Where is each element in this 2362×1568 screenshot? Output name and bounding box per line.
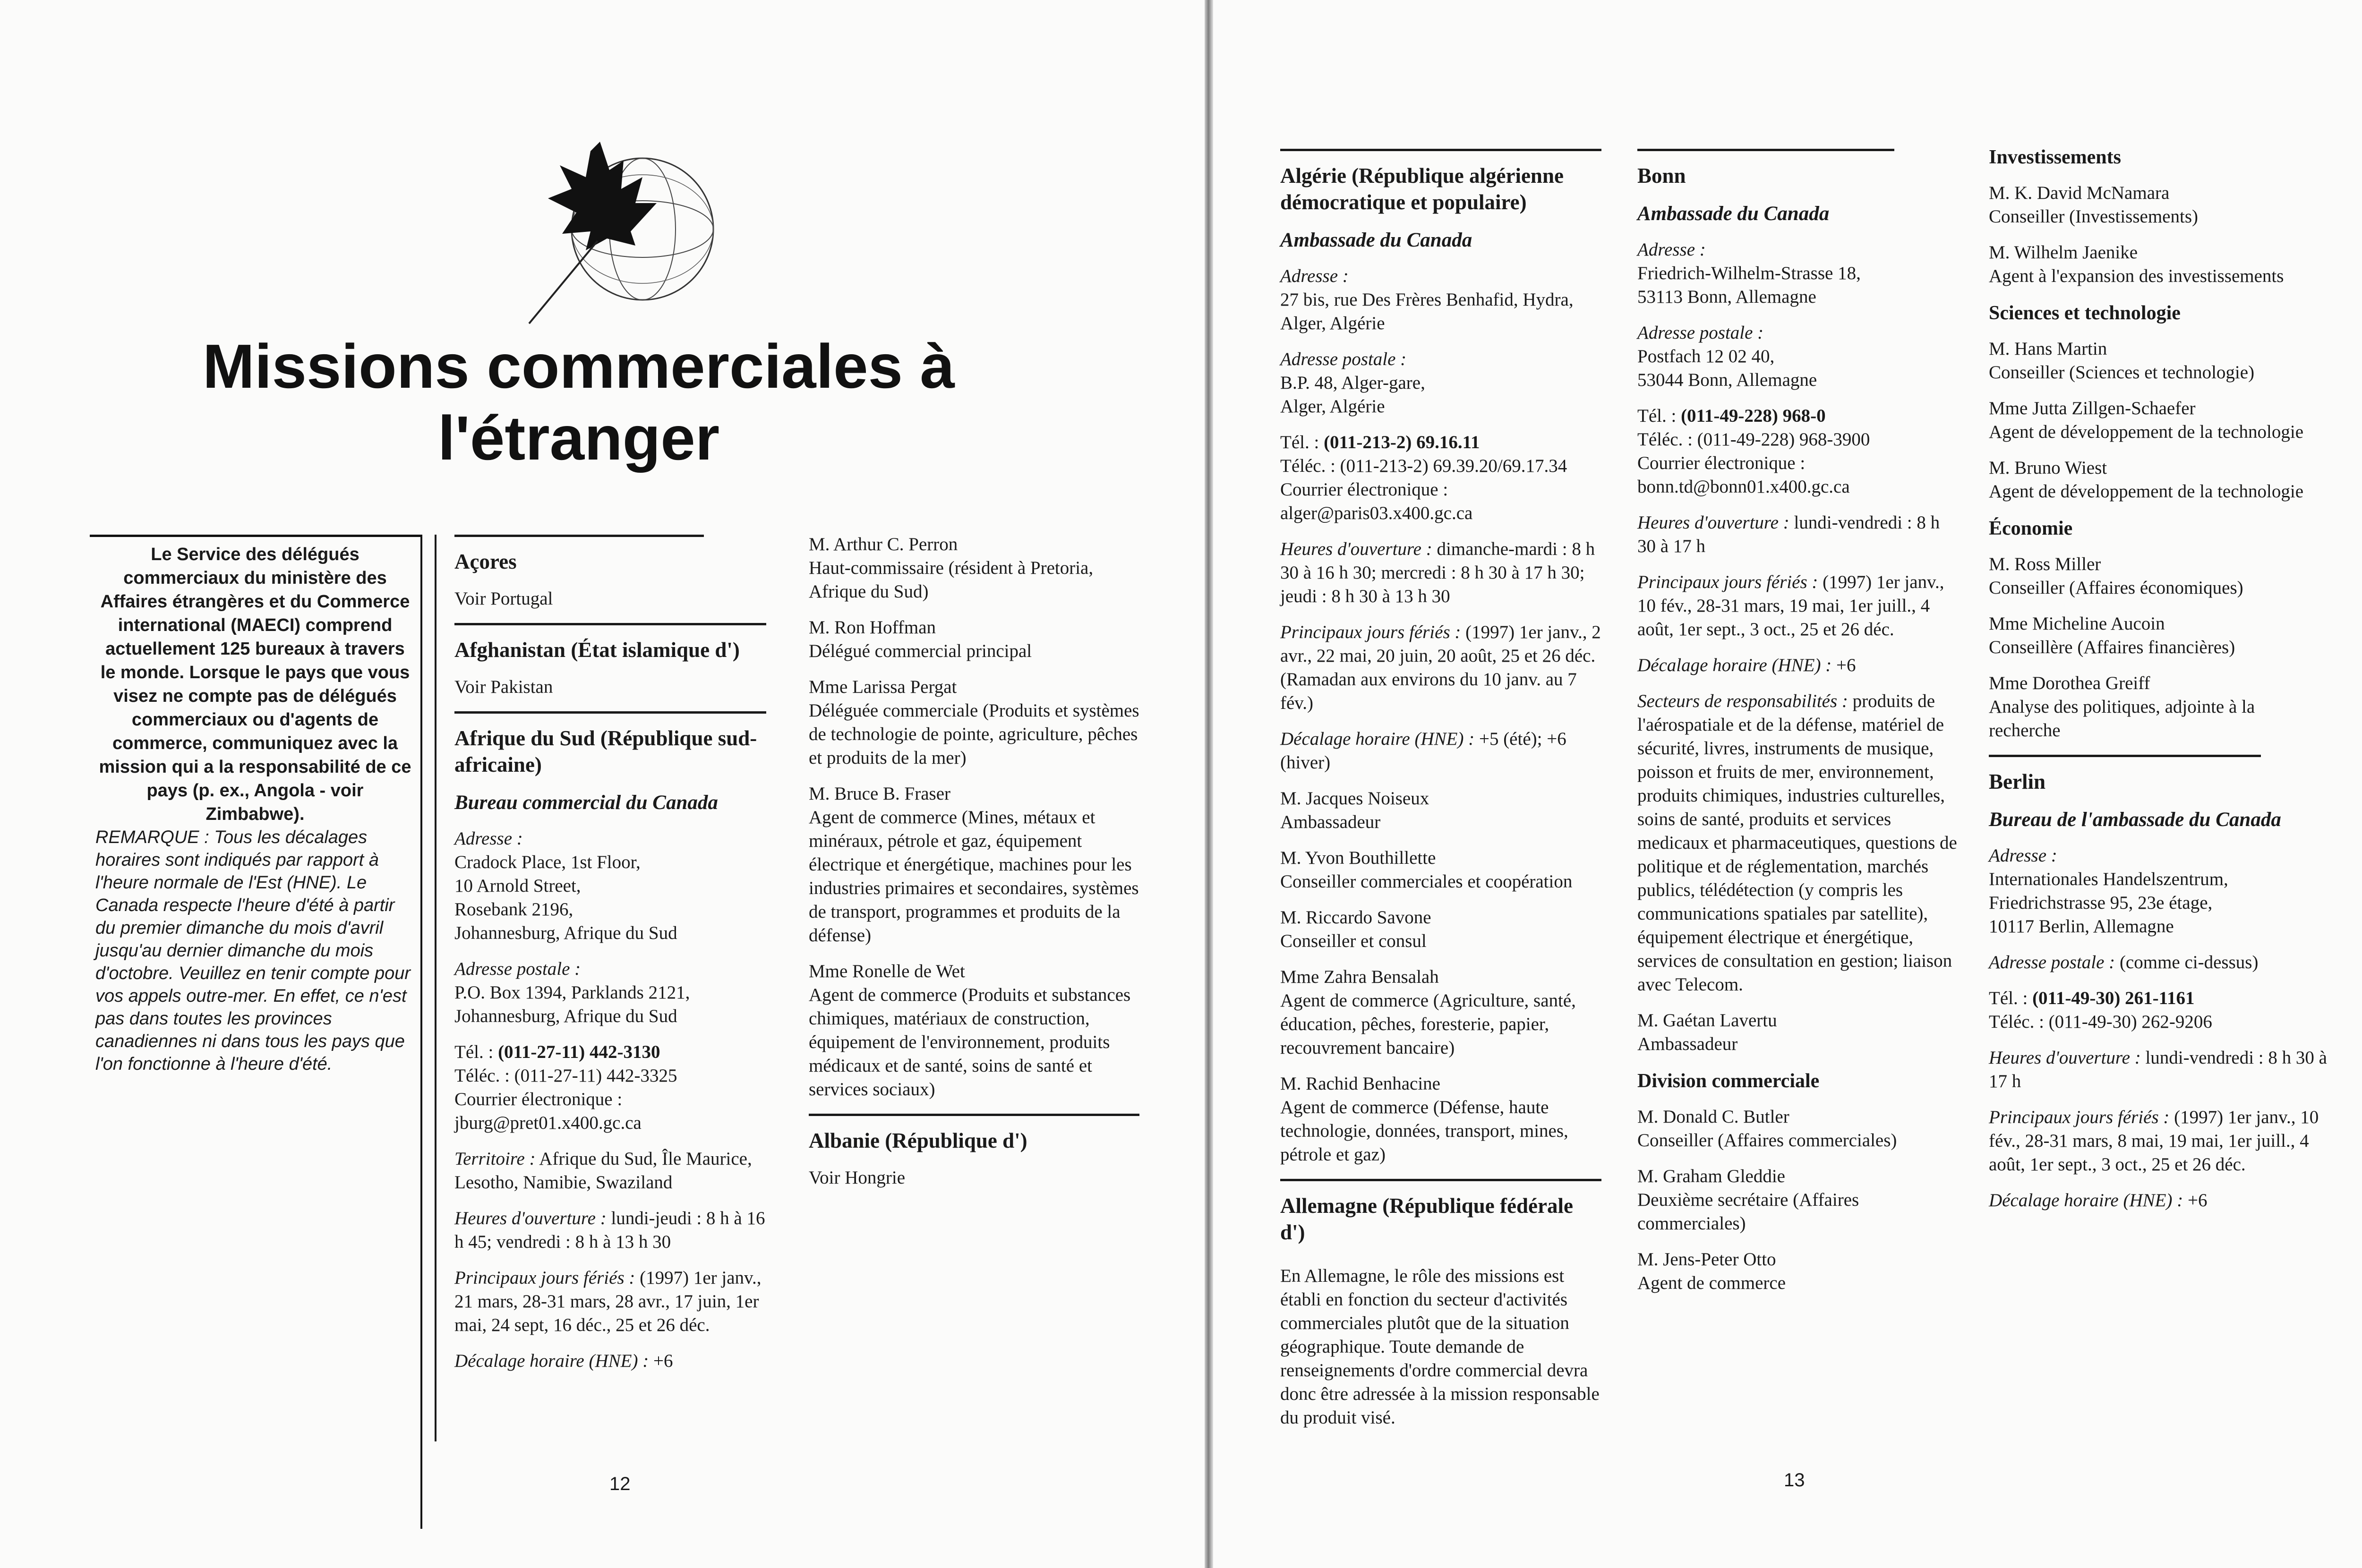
holidays: Principaux jours fériés : (1997) 1er janv., 2 avr., 22 mai, 20 juin, 20 août, 25 et 26 déc. (Ramadan aux environs du 10 janv. au 7 fév.) (1280, 622, 1601, 713)
column-bonn (1637, 149, 1959, 1307)
staff-entry: M. Jens-Peter Otto Agent de commerce (1637, 1249, 1786, 1293)
contact-info: Tél. : (011-49-228) 968-0 Téléc. : (011-49-228) 968-3900 Courrier électronique : bonn.td@bonn01.x400.gc.ca (1637, 404, 1959, 499)
maple-leaf-globe-logo (515, 132, 723, 331)
column-3 (809, 533, 1139, 1202)
country-heading-albanie: Albanie (République d') (809, 1129, 1027, 1152)
section-heading-economie: Économie (1989, 518, 2073, 539)
column-divider (435, 535, 436, 1441)
territory: Territoire : Afrique du Sud, Île Maurice, Lesotho, Namibie, Swaziland (454, 1149, 752, 1193)
contact-info: Tél. : (011-49-30) 261-1161 Téléc. : (011-49-30) 262-9206 (1989, 987, 2329, 1034)
staff-entry: Mme Ronelle de Wet Agent de commerce (Produits et substances chimiques, matériaux de construction, équipement de l'environnement, produits médicaux et de santé, soins de santé et services sociaux) (809, 961, 1131, 1099)
column-algerie (1280, 149, 1601, 1442)
staff-entry: M. Yvon Bouthillette Conseiller commerciales et coopération (1280, 848, 1573, 892)
opening-hours: Heures d'ouverture : lundi-vendredi : 8 h 30 à 17 h (1989, 1048, 2327, 1091)
page-number: 13 (1784, 1470, 1805, 1491)
postal-address: Adresse postale : P.O. Box 1394, Parklands 2121, Johannesburg, Afrique du Sud (454, 959, 690, 1026)
country-heading-afrique-du-sud: Afrique du Sud (République sud-africaine) (454, 726, 757, 776)
email-address: jburg@pret01.x400.gc.ca (454, 1113, 642, 1133)
country-heading-afghanistan: Afghanistan (État islamique d') (454, 638, 740, 662)
sidebar-intro: Le Service des délégués commerciaux du ministère des Affaires étrangères et du Commerce international (MAECI) comprend actuellement 125 bureaux à travers le monde. Lorsque le pays que vous visez ne compte pas de délégués commerciaux ou d'agents de commerce, communiquez avec la mission qui a la responsabilité de ce pays (p. ex., Angola - voir Zimbabwe). (99, 545, 411, 824)
fax-number: Téléc. : (011-27-11) 442-3325 (454, 1065, 677, 1086)
page-title: Missions commerciales à l'étranger (202, 332, 955, 473)
country-heading-acores: Açores (454, 550, 517, 573)
opening-hours: Heures d'ouverture : dimanche-mardi : 8 h 30 à 16 h 30; mercredi : 8 h 30 à 17 h 30; jeudi : 8 h 30 à 13 h 30 (1280, 539, 1595, 606)
office-name: Bureau de l'ambassade du Canada (1989, 809, 2281, 831)
address: Adresse : Internationales Handelszentrum, Friedrichstrasse 95, 23e étage, 10117 Berlin, Allemagne (1989, 845, 2228, 937)
holidays: Principaux jours fériés : (1997) 1er janv., 10 fév., 28-31 mars, 8 mai, 19 mai, 1er juill., 4 août, 1er sept., 3 oct., 25 et 26 déc. (1989, 1107, 2319, 1175)
staff-entry: M. Hans Martin Conseiller (Sciences et technologie) (1989, 339, 2255, 383)
divider (454, 623, 766, 625)
opening-hours: Heures d'ouverture : lundi-vendredi : 8 h 30 à 17 h (1637, 512, 1940, 556)
allemagne-intro: En Allemagne, le rôle des missions est établi en fonction du secteur d'activités commerciales plutôt que de la situation géographique. Toute demande de renseignements d'ordre commercial devra donc être adressée à la mission responsable du produit visé. (1280, 1266, 1600, 1428)
section-heading-sciences: Sciences et technologie (1989, 302, 2181, 324)
intro-sidebar (90, 535, 422, 1529)
divider (1637, 149, 1894, 151)
staff-entry: M. Bruno Wiest Agent de développement de la technologie (1989, 458, 2304, 502)
book-spine (1205, 0, 1213, 1568)
office-name: Bureau commercial du Canada (454, 792, 718, 814)
staff-entry: M. Arthur C. Perron Haut-commissaire (résident à Pretoria, Afrique du Sud) (809, 534, 1094, 602)
staff-entry: M. Jacques Noiseux Ambassadeur (1280, 788, 1429, 832)
phone-number: (011-213-2) 69.16.11 (1324, 432, 1480, 452)
cross-reference: Voir Portugal (454, 588, 553, 609)
divider (1989, 755, 2261, 757)
column-2 (454, 535, 766, 1385)
staff-entry: M. Ron Hoffman Délégué commercial principal (809, 617, 1032, 661)
staff-entry: M. K. David McNamara Conseiller (Investissements) (1989, 183, 2198, 227)
staff-entry: M. Wilhelm Jaenike Agent à l'expansion des investissements (1989, 242, 2284, 286)
section-heading-investissements: Investissements (1989, 146, 2121, 168)
email-address: alger@paris03.x400.gc.ca (1280, 503, 1473, 523)
postal-address: Adresse postale : B.P. 48, Alger-gare, Alger, Algérie (1280, 349, 1425, 417)
staff-entry: Mme Zahra Bensalah Agent de commerce (Agriculture, santé, éducation, pêches, foresterie, papier, recouvrement bancaire) (1280, 967, 1576, 1058)
staff-entry: M. Rachid Benhacine Agent de commerce (Défense, haute technologie, données, transport, mines, pétrole et gaz) (1280, 1074, 1568, 1165)
divider (809, 1114, 1139, 1116)
sidebar-note: REMARQUE : Tous les décalages horaires sont indiqués par rapport à l'heure normale de l'Est (HNE). Le Canada respecte l'heure d'été à partir du premier dimanche du mois d'avril jusqu'au dernier dimanche du mois d'octobre. Veuillez en tenir compte pour vos appels outre-mer. En effet, ce n'est pas dans toutes les provinces canadiennes ni dans tous les pays que l'on fonctionne à l'heure d'été. (95, 827, 411, 1074)
office-name: Ambassade du Canada (1280, 229, 1472, 251)
address: Adresse : 27 bis, rue Des Frères Benhafid, Hydra, Alger, Algérie (1280, 266, 1574, 333)
address: Adresse : Friedrich-Wilhelm-Strasse 18, 53113 Bonn, Allemagne (1637, 239, 1861, 307)
divider (454, 535, 704, 537)
right-page (1213, 0, 2362, 1568)
time-offset: Décalage horaire (HNE) : +5 (été); +6 (hiver) (1280, 729, 1566, 773)
sectors: Secteurs de responsabilités : produits de l'aérospatiale et de la défense, matériel de sécurité, livres, instruments de musique, poisson et fruits de mer, environnement, produits chimiques, industries culturelles, soins de santé, produits et services medicaux et pharmaceutiques, questions de politique et de réglementation, marchés publics, télédétection (y compris les communications spatiales par satellite), équipement électrique et énergétique, services de consultation en gestion; liaison avec Telecom. (1637, 691, 1957, 995)
staff-entry: M. Gaétan Lavertu Ambassadeur (1637, 1010, 1777, 1054)
staff-entry: Mme Jutta Zillgen-Schaefer Agent de développement de la technologie (1989, 398, 2304, 442)
city-heading-bonn: Bonn (1637, 164, 1686, 187)
staff-entry: Mme Dorothea Greiff Analyse des politiques, adjointe à la recherche (1989, 673, 2255, 741)
phone-number: (011-27-11) 442-3130 (498, 1042, 660, 1062)
city-heading-berlin: Berlin (1989, 770, 2045, 793)
staff-entry: Mme Micheline Aucoin Conseillère (Affaires financières) (1989, 614, 2235, 657)
divider (1280, 149, 1601, 151)
cross-reference: Voir Hongrie (809, 1167, 906, 1188)
time-offset: Décalage horaire (HNE) : +6 (454, 1351, 673, 1371)
postal-address: Adresse postale : Postfach 12 02 40, 53044 Bonn, Allemagne (1637, 323, 1817, 390)
page-number: 12 (609, 1474, 631, 1494)
staff-entry: M. Graham Gleddie Deuxième secrétaire (Affaires commerciales) (1637, 1166, 1859, 1234)
holidays: Principaux jours fériés : (1997) 1er janv., 21 mars, 28-31 mars, 28 avr., 17 juin, 1er mai, 24 sept, 16 déc., 25 et 26 déc. (454, 1268, 762, 1335)
fax-number: Téléc. : (011-49-228) 968-3900 (1637, 429, 1870, 450)
staff-entry: M. Donald C. Butler Conseiller (Affaires commerciales) (1637, 1107, 1897, 1150)
contact-info: Tél. : (011-27-11) 442-3130 Téléc. : (011-27-11) 442-3325 Courrier électronique : jburg@pret01.x400.gc.ca (454, 1040, 766, 1135)
staff-entry: M. Riccardo Savone Conseiller et consul (1280, 907, 1431, 951)
fax-number: Téléc. : (011-49-30) 262-9206 (1989, 1012, 2212, 1032)
postal-address: Adresse postale : (comme ci-dessus) (1989, 952, 2259, 972)
time-offset: Décalage horaire (HNE) : +6 (1637, 655, 1856, 675)
office-name: Ambassade du Canada (1637, 203, 1830, 225)
fax-number: Téléc. : (011-213-2) 69.39.20/69.17.34 (1280, 456, 1567, 476)
holidays: Principaux jours fériés : (1997) 1er janv., 10 fév., 28-31 mars, 19 mai, 1er juill., 4 août, 1er sept., 3 oct., 25 et 26 déc. (1637, 572, 1944, 639)
divider (454, 711, 766, 714)
opening-hours: Heures d'ouverture : lundi-jeudi : 8 h à 16 h 45; vendredi : 8 h à 13 h 30 (454, 1208, 765, 1252)
contact-info: Tél. : (011-213-2) 69.16.11 Téléc. : (011-213-2) 69.39.20/69.17.34 Courrier électronique : alger@paris03.x400.gc.ca (1280, 431, 1601, 525)
country-heading-allemagne: Allemagne (République fédérale d') (1280, 1194, 1573, 1244)
staff-entry: M. Bruce B. Fraser Agent de commerce (Mines, métaux et minéraux, pétrole et gaz, équipement électrique et énergétique, machines pour les industries primaires et secondaires, systèmes de transport, programmes et produits de la défense) (809, 784, 1139, 946)
cross-reference: Voir Pakistan (454, 677, 553, 697)
phone-number: (011-49-30) 261-1161 (2032, 988, 2195, 1008)
section-heading-division: Division commerciale (1637, 1070, 1820, 1092)
country-heading-algerie: Algérie (République algérienne démocratique et populaire) (1280, 164, 1564, 214)
address: Adresse : Cradock Place, 1st Floor, 10 Arnold Street, Rosebank 2196, Johannesburg, Afrique du Sud (454, 828, 677, 943)
column-berlin (1989, 142, 2329, 1225)
divider (1280, 1179, 1601, 1181)
email-address: bonn.td@bonn01.x400.gc.ca (1637, 477, 1850, 497)
phone-number: (011-49-228) 968-0 (1681, 406, 1826, 426)
staff-entry: M. Ross Miller Conseiller (Affaires économiques) (1989, 554, 2243, 598)
staff-entry: Mme Larissa Pergat Déléguée commerciale (Produits et systèmes de technologie de pointe, agriculture, pêches et produits de la mer) (809, 677, 1139, 768)
time-offset: Décalage horaire (HNE) : +6 (1989, 1190, 2208, 1210)
